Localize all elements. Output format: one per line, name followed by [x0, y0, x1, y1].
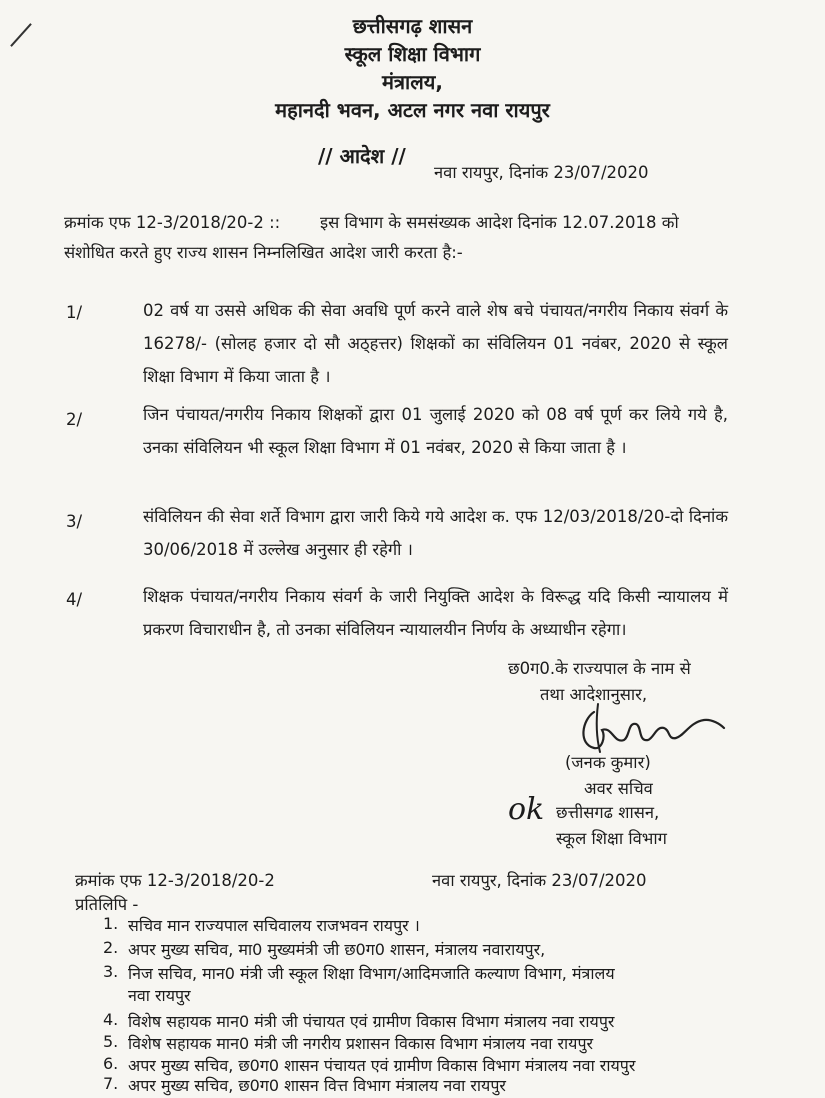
authority-line-1: छ0ग0.के राज्यपाल के नाम से: [508, 659, 691, 678]
copy-recipient: अपर मुख्य सचिव, छ0ग0 शासन पंचायत एवं ग्रामीण विकास विभाग मंत्रालय नवा रायपुर: [128, 1056, 636, 1075]
copy-recipient-continued: नवा रायपुर: [128, 986, 191, 1005]
copy-number: 7.: [103, 1074, 119, 1093]
copy-recipient: निज सचिव, मान0 मंत्री जी स्कूल शिक्षा विभाग/आदिमजाति कल्याण विभाग, मंत्रालय: [128, 964, 615, 983]
copy-recipient: अपर मुख्य सचिव, मा0 मुख्यमंत्री जी छ0ग0 शासन, मंत्रालय नवारायपुर,: [128, 940, 546, 959]
place-date: नवा रायपुर, दिनांक 23/07/2020: [434, 163, 649, 182]
header-line-2: स्कूल शिक्षा विभाग: [344, 42, 481, 66]
order-title: // आदेश //: [318, 144, 406, 168]
point-number: 3/: [66, 512, 83, 531]
copy-number: 6.: [103, 1054, 119, 1073]
signatory-org-2: स्कूल शिक्षा विभाग: [556, 829, 667, 848]
point-number: 2/: [66, 410, 83, 429]
copy-number: 1.: [103, 914, 119, 933]
point-number: 4/: [66, 590, 83, 609]
copy-recipient: अपर मुख्य सचिव, छ0ग0 शासन वित्त विभाग मंत्रालय नवा रायपुर: [128, 1076, 506, 1095]
copy-date: नवा रायपुर, दिनांक 23/07/2020: [432, 871, 647, 890]
copy-number: 3.: [103, 962, 119, 981]
header-line-4: महानदी भवन, अटल नगर नवा रायपुर: [275, 98, 550, 122]
copy-number: 5.: [103, 1032, 119, 1051]
intro-text-continued: संशोधित करते हुए राज्य शासन निम्नलिखित आदेश जारी करता है:-: [64, 243, 463, 262]
point-text: 02 वर्ष या उससे अधिक की सेवा अवधि पूर्ण करने वाले शेष बचे पंचायत/नगरीय निकाय संवर्ग के 16278/- (सोलह हजार दो सौ अठ्हत्तर) शिक्षकों का संविलियन 01 नवंबर, 2020 से स्कूल शिक्षा विभाग में किया जाता है ।: [143, 301, 728, 386]
point-text: संविलियन की सेवा शर्ते विभाग द्वारा जारी किये गये आदेश क. एफ 12/03/2018/20-दो दिनांक 30/06/2018 में उल्लेख अनुसार ही रहेगी ।: [143, 507, 728, 559]
copy-recipient: सचिव मान राज्यपाल सचिवालय राजभवन रायपुर ।: [128, 916, 420, 935]
point-number: 1/: [66, 303, 83, 322]
header-line-1: छत्तीसगढ़ शासन: [352, 14, 473, 38]
signatory-org-1: छत्तीसगढ शासन,: [556, 803, 660, 822]
signatory-name: (जनक कुमार): [565, 753, 651, 772]
copy-number: 4.: [103, 1010, 119, 1029]
authority-line-2: तथा आदेशानुसार,: [540, 685, 648, 704]
intro-text: इस विभाग के समसंख्यक आदेश दिनांक 12.07.2018 को: [320, 213, 679, 232]
copy-number: 2.: [103, 938, 119, 957]
copy-recipient: विशेष सहायक मान0 मंत्री जी पंचायत एवं ग्रामीण विकास विभाग मंत्रालय नवा रायपुर: [128, 1012, 615, 1031]
point-text: शिक्षक पंचायत/नगरीय निकाय संवर्ग के जारी नियुक्ति आदेश के विरूद्ध यदि किसी न्यायालय में प्रकरण विचाराधीन है, तो उनका संविलियन न्यायालयीन निर्णय के अध्याधीन रहेगा।: [143, 587, 728, 639]
point-text: जिन पंचायत/नगरीय निकाय शिक्षकों द्वारा 01 जुलाई 2020 को 08 वर्ष पूर्ण कर लिये गये है, उनका संविलियन भी स्कूल शिक्षा विभाग में 01 नवंबर, 2020 से किया जाता है ।: [143, 405, 728, 457]
intro-reference: क्रमांक एफ 12-3/2018/20-2 ::: [64, 213, 281, 232]
copy-heading: प्रतिलिपि -: [75, 895, 139, 914]
copy-recipient: विशेष सहायक मान0 मंत्री जी नगरीय प्रशासन विकास विभाग मंत्रालय नवा रायपुर: [128, 1034, 594, 1053]
header-line-3: मंत्रालय,: [382, 70, 443, 94]
signatory-designation: अवर सचिव: [584, 779, 653, 798]
copy-reference: क्रमांक एफ 12-3/2018/20-2: [75, 871, 275, 890]
handwritten-mark: ok: [508, 792, 545, 827]
